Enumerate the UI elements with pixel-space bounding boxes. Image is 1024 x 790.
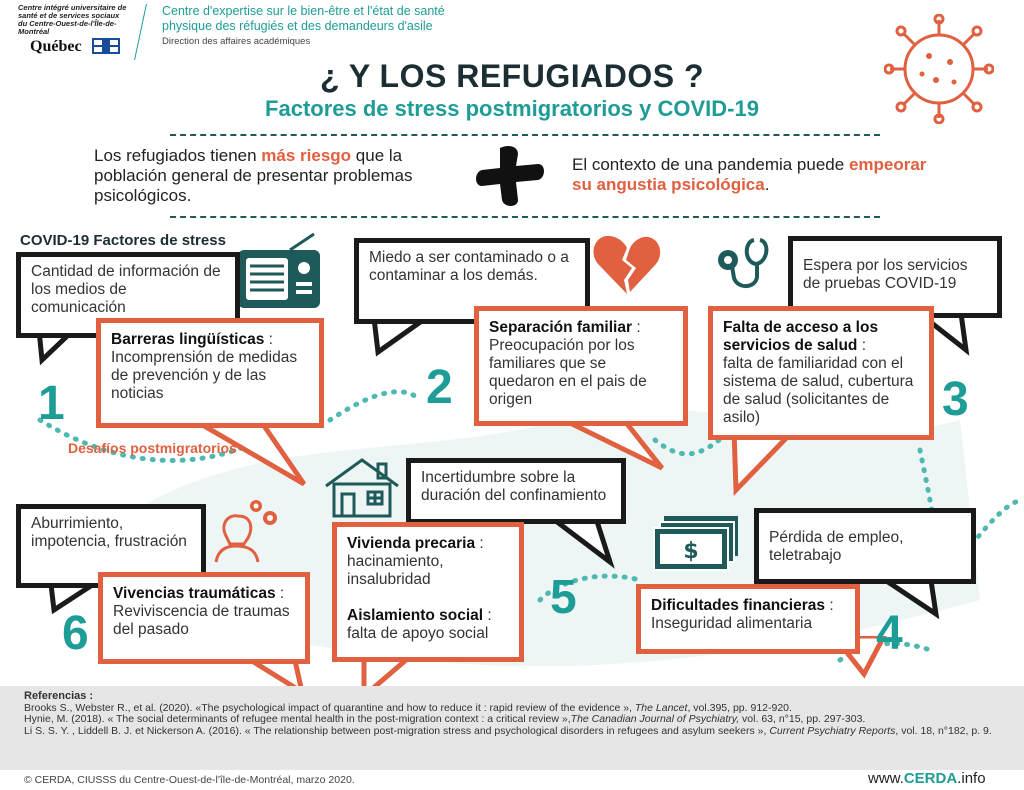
bubble-3-challenge-tail — [730, 430, 810, 500]
number-2: 2 — [426, 361, 453, 414]
reference-1: Brooks S., Webster R., et al. (2020). «The psychological impact of quarantine and how to reduce it : rapid review of the evidence », The Lancet, vol.395, pp. 912-920. — [24, 701, 792, 714]
intro-right: El contexto de una pandemia puede empeorar su angustia psicológica. — [572, 155, 927, 194]
broken-heart-icon — [592, 232, 662, 300]
covid-factor-6: Aburrimiento, impotencia, frustración — [16, 504, 206, 588]
covid-factor-4: Pérdida de empleo, teletrabajo — [754, 508, 976, 584]
page-subtitle: Factores de stress postmigratorios y COVID-19 — [265, 96, 759, 121]
challenge-2: Separación familiar : Preocupación por los familiares que se quedaron en el pais de origen — [474, 306, 688, 426]
challenge-3: Falta de acceso a los servicios de salud : falta de familiaridad con el sistema de salud, cubertura de salud (solicitantes de asilo) — [708, 306, 934, 440]
reference-2: Hynie, M. (2018). « The social determinants of refugee mental health in the post-migration context : a critical review »,The Canadian Journal of Psychiatry, vol. 63, n°15, pp. 297-303. — [24, 713, 866, 725]
challenge-5: Vivienda precaria : hacinamiento, insalubridad Aislamiento social : falta de apoyo social — [332, 522, 524, 662]
covid-factor-2: Miedo a ser contaminado o a contaminar a los demás. — [354, 238, 590, 324]
references-panel — [0, 686, 1024, 770]
number-3: 3 — [942, 373, 969, 426]
divider-bottom — [170, 216, 880, 218]
bubble-1-challenge-tail — [190, 420, 310, 500]
covid-factor-1: Cantidad de información de los medios de comunicación — [16, 252, 240, 338]
covid-factor-5: Incertidumbre sobre la duración del confinamiento — [406, 458, 626, 524]
radio-icon — [234, 232, 324, 312]
covid-factor-3: Espera por los servicios de pruebas COVID-19 — [788, 236, 1002, 318]
number-1: 1 — [38, 377, 65, 430]
intro-left: Los refugiados tienen más riesgo que la población general de presentar problemas psicológicos. — [94, 146, 413, 205]
copyright: © CERDA, CIUSSS du Centre-Ouest-de-l'île-de-Montréal, marzo 2020. — [24, 774, 355, 786]
plus-icon — [474, 144, 546, 208]
ciusss-logo-text: Centre intégré universitaire de santé et de services sociaux du Centre-Ouest-de-l'Île-de-Montréal — [18, 3, 127, 36]
website-link[interactable]: www.CERDA.info — [868, 770, 986, 787]
references-title: Referencias : — [24, 690, 94, 702]
challenge-1: Barreras lingüísticas : Incomprensión de medidas de prevención y de las noticias — [96, 318, 324, 428]
person-gears-icon — [208, 494, 288, 564]
page-title: ¿ Y LOS REFUGIADOS ? — [320, 58, 704, 94]
number-6: 6 — [62, 607, 89, 660]
stethoscope-icon — [710, 236, 790, 292]
challenge-4: Dificultades financieras : Inseguridad alimentaria — [636, 584, 860, 654]
money-icon — [652, 514, 742, 574]
centre-title: Centre d'expertise sur le bien-être et l'état de santé physique des réfugiés et des demandeurs d'asile — [162, 4, 445, 33]
challenge-6: Vivencias traumáticas : Reviviscencia de traumas del pasado — [98, 572, 310, 664]
covid-factors-heading: COVID-19 Factores de stress — [20, 232, 226, 249]
divider-top — [170, 134, 880, 136]
house-icon — [322, 456, 402, 520]
number-4: 4 — [876, 607, 903, 660]
svg-text:$: $ — [683, 539, 699, 564]
quebec-logo: Québec — [30, 38, 82, 55]
challenges-heading: Desafíos postmigratorios — [68, 440, 237, 456]
reference-3: Li S. S. Y. , Liddell B. J. et Nickerson A. (2016). « The relationship between post-migration stress and psychological disorders in refugees and asylum seekers », Current Psychiatry Reports, vol. 18, n°182, p. 9. — [24, 724, 992, 737]
quebec-flag-icon — [92, 38, 120, 54]
direction-label: Direction des affaires académiques — [162, 36, 311, 47]
number-5: 5 — [550, 571, 577, 624]
